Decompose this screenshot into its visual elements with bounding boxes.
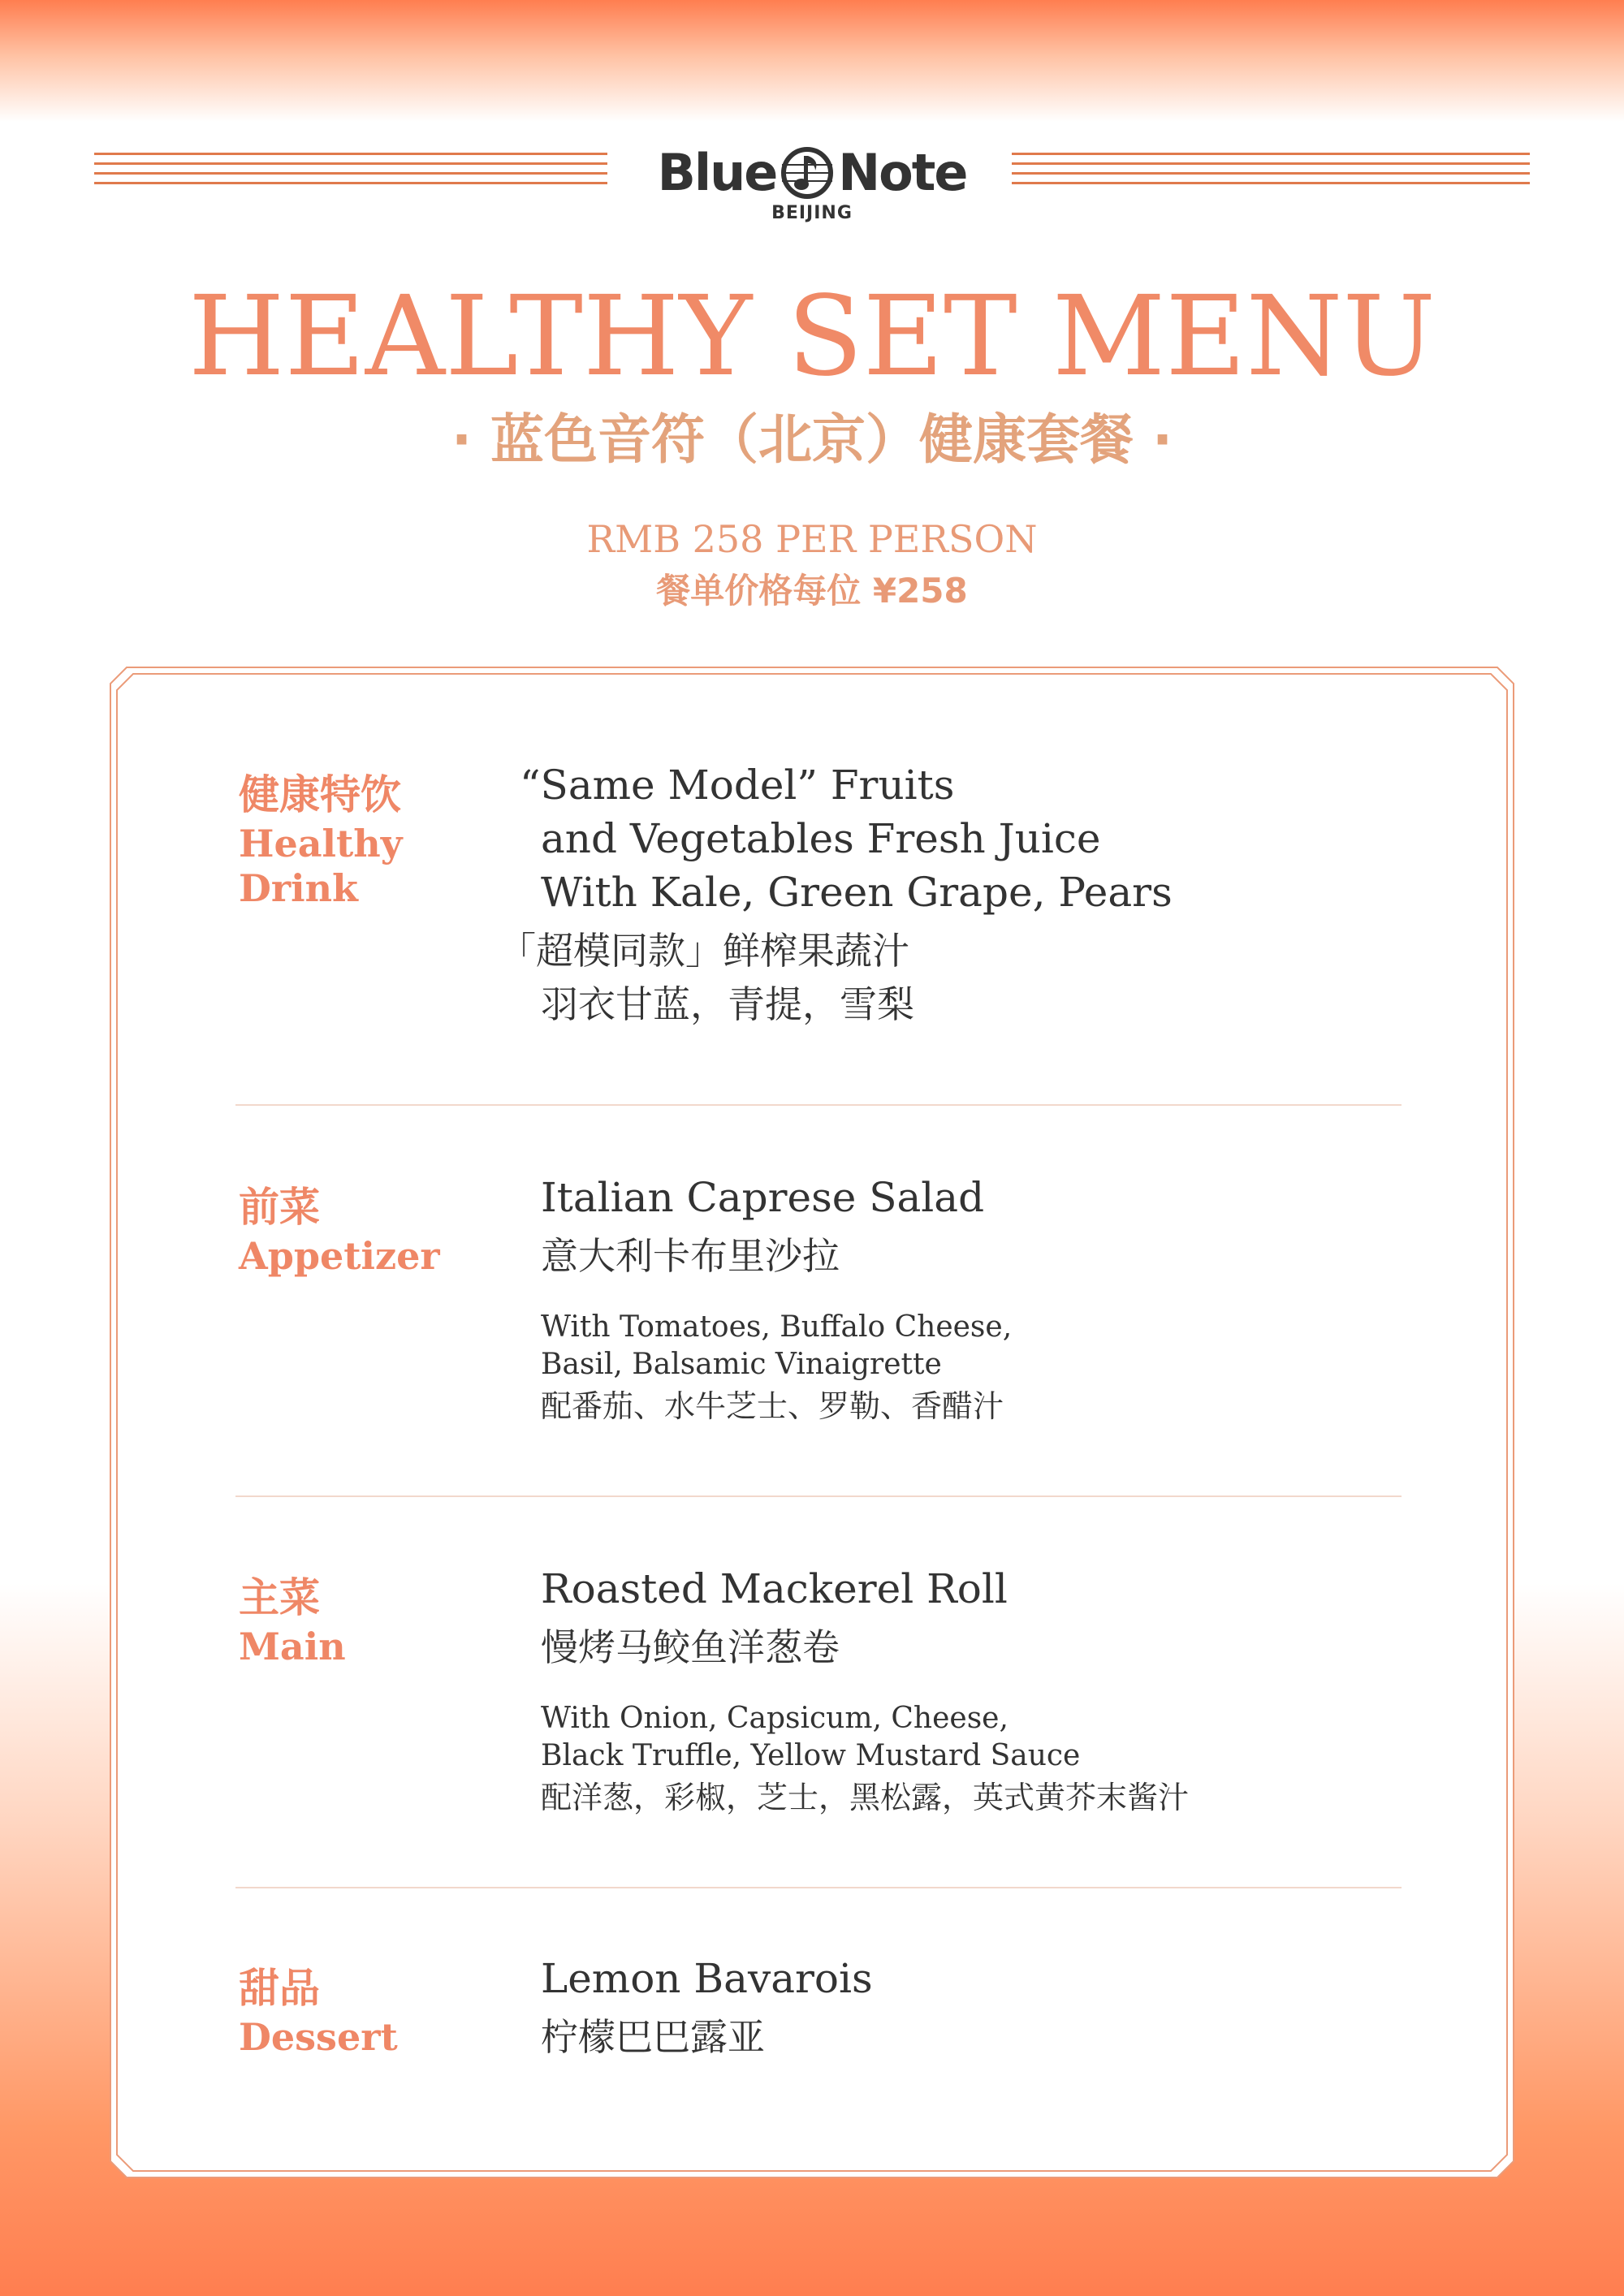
dish-mackerel [541,1562,1499,1674]
category-en: Dessert [239,2015,398,2059]
section-divider [235,1495,1402,1497]
dish-lemon-bavarois [541,1952,1499,2064]
dish-caprese [541,1171,1499,1283]
dish-zh: 慢烤马鲛鱼洋葱卷 [541,1625,840,1669]
category-appetizer [239,1180,482,1279]
dish-en: Roasted Mackerel Roll [541,1565,1008,1612]
category-zh: 健康特饮 [239,771,401,818]
header-rule-right [1012,153,1530,193]
section-divider [235,1104,1402,1106]
desc-en-line: With Onion, Capsicum, Cheese, [541,1702,1009,1735]
category-zh: 主菜 [239,1574,320,1621]
category-zh: 前菜 [239,1184,320,1231]
dish-en: Lemon Bavarois [541,1955,873,2002]
dish-description [541,1309,1483,1429]
section-divider [235,1887,1402,1888]
category-en-line: Drink [239,866,358,910]
dish-zh: 柠檬巴巴露亚 [541,2015,765,2059]
blue-note-logo [641,145,983,234]
dish-zh-line: 「超模同款」鲜榨果蔬汁 [499,929,909,973]
category-zh: 甜品 [239,1965,320,2012]
menu-subtitle-zh: · 蓝色音符（北京）健康套餐 · [451,408,1173,471]
logo-word-right: Note [838,143,967,202]
dish-en-line: With Kale, Green Grape, Pears [541,869,1173,916]
category-en: Appetizer [239,1234,440,1278]
dish-en: Italian Caprese Salad [541,1174,985,1221]
price-en: RMB 258 PER PERSON [586,517,1038,561]
dish-juice [499,758,1478,1031]
price-zh: 餐单价格每位 ¥258 [656,571,968,611]
category-en-line: Healthy [239,822,403,865]
category-en: Main [239,1625,346,1668]
category-main [239,1571,482,1669]
header-rule-left [94,153,607,193]
dish-en-line: and Vegetables Fresh Juice [541,815,1101,862]
menu-title: HEALTHY SET MENU [188,273,1436,401]
dish-en-line: “Same Model” Fruits [520,762,955,809]
desc-zh: 配洋葱，彩椒，芝士，黑松露，英式黄芥末酱汁 [541,1780,1190,1815]
logo-word-left: Blue [657,143,777,202]
dish-zh: 意大利卡布里沙拉 [541,1234,840,1278]
desc-en-line: Basil, Balsamic Vinaigrette [541,1348,942,1381]
logo-location: BEIJING [771,203,853,223]
category-healthy-drink [239,768,482,911]
category-dessert [239,1962,482,2060]
desc-en-line: With Tomatoes, Buffalo Cheese, [541,1310,1013,1344]
dish-zh-line: 羽衣甘蓝，青提，雪梨 [541,982,914,1026]
desc-en-line: Black Truffle, Yellow Mustard Sauce [541,1739,1081,1772]
dish-description [541,1700,1483,1820]
desc-zh: 配番茄、水牛芝士、罗勒、香醋汁 [541,1388,1004,1424]
music-note-icon [780,145,835,201]
